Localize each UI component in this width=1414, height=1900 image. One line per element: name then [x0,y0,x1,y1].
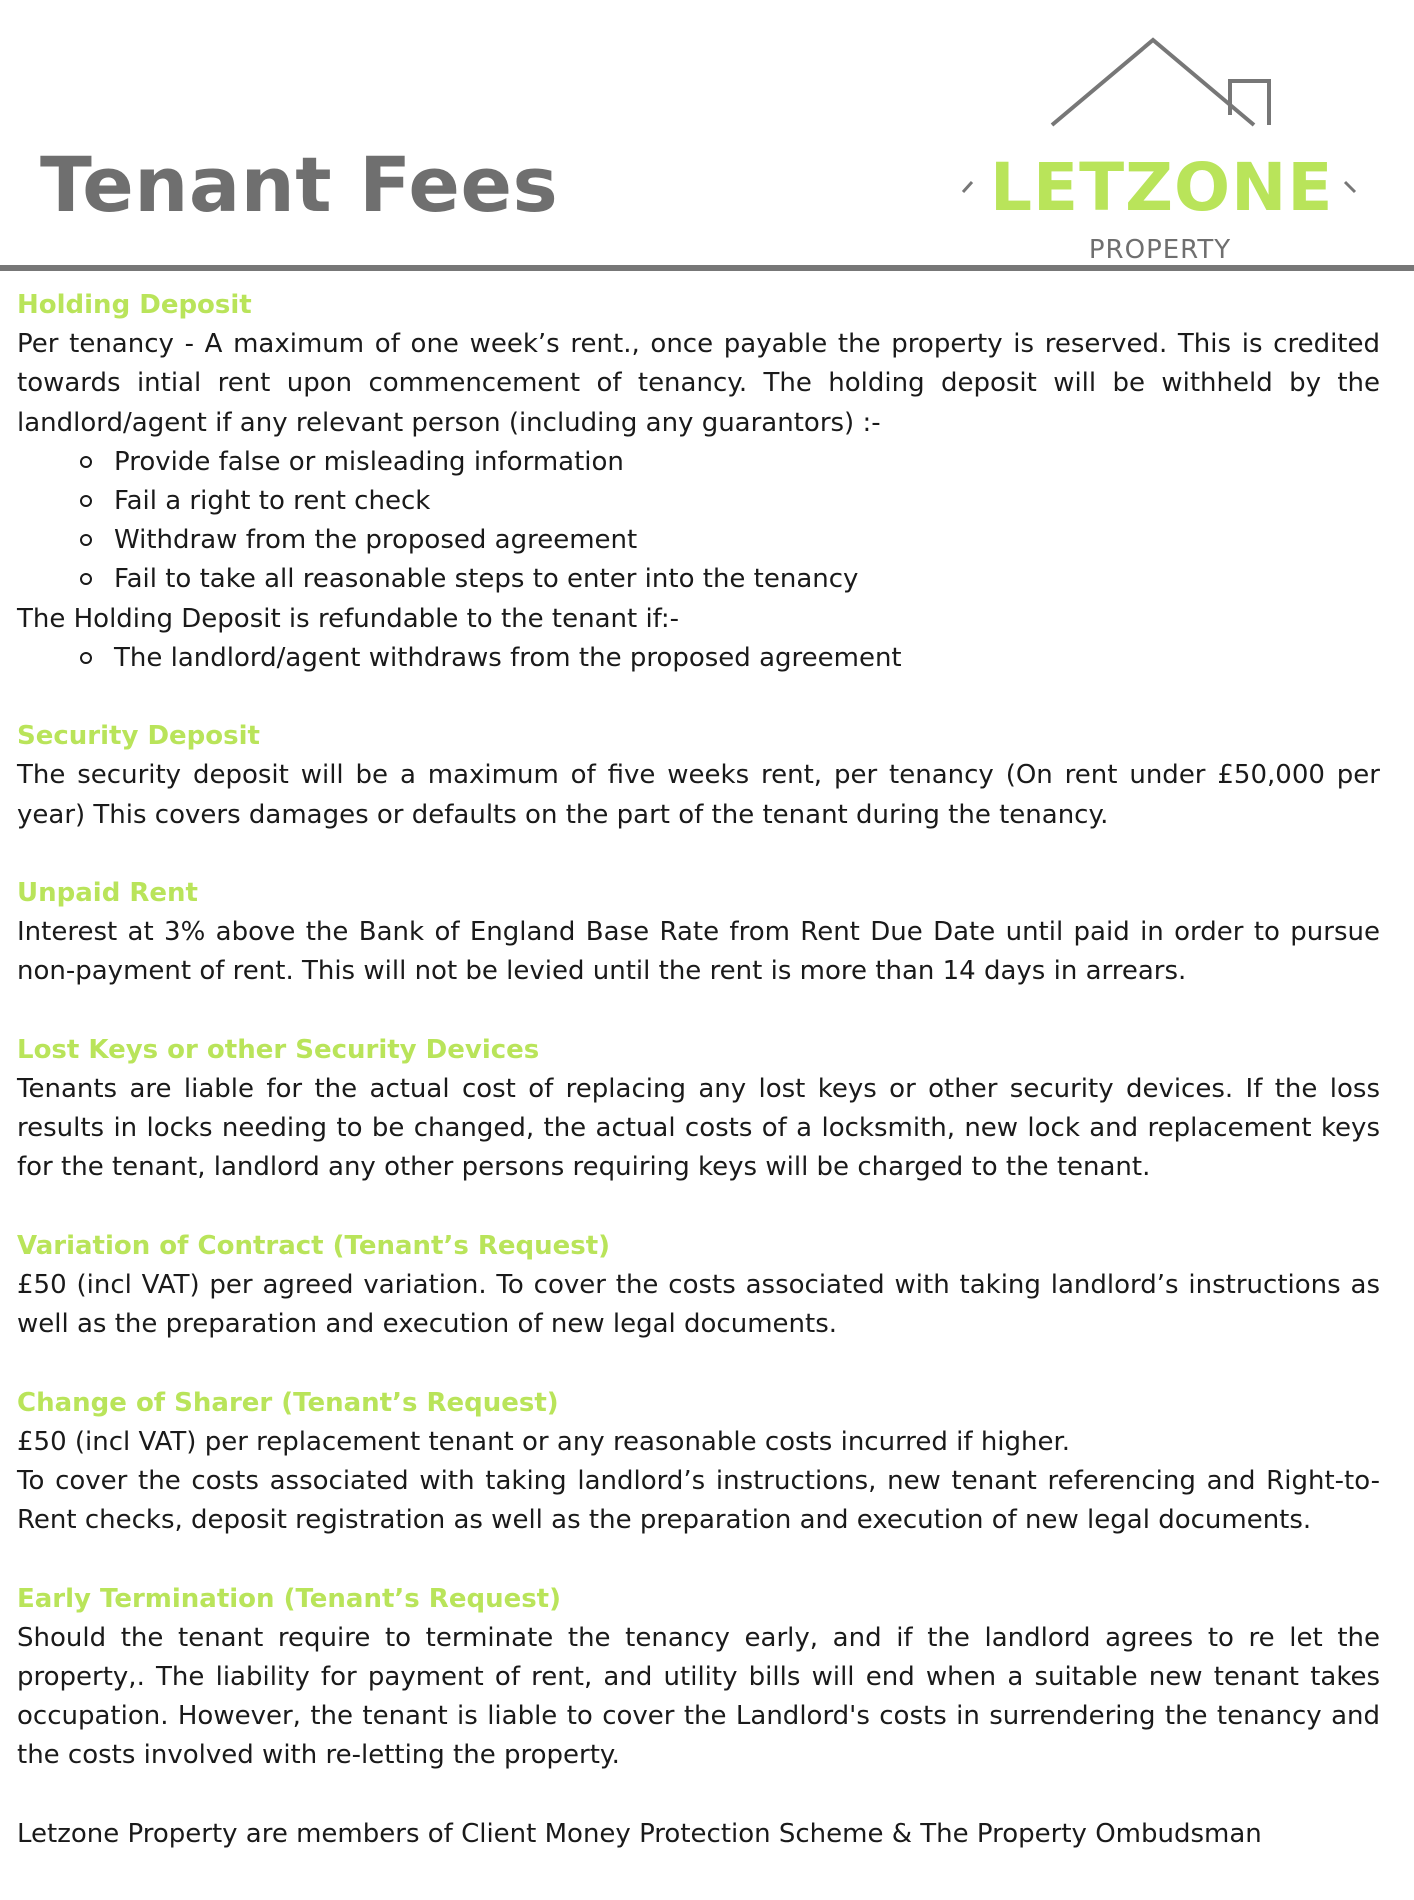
section-holding-deposit [17,286,1380,678]
section-paragraph: The security deposit will be a maximum of five weeks rent, per tenancy (On rent under £50,000 per year) This covers damages or defaults on the part of the tenant during the tenancy. [17,760,1380,830]
section-paragraph: Should the tenant require to terminate the tenancy early, and if the landlord agrees to re let the property,. The liability for payment of rent, and utility bills will end when a suitable new tenant takes occupation. However, the tenant is liable to cover the Landlord's costs in surrendering the tenancy and the costs involved with re-letting the property. [17,1622,1380,1771]
section-paragraph: Per tenancy - A maximum of one week’s rent., once payable the property is reserved. This is credited towards intial rent upon commencement of tenancy. The holding deposit will be withheld by the landlord/agent if any relevant person (including any guarantors) :- [17,329,1380,438]
section-heading: Lost Keys or other Security Devices [17,1034,540,1065]
section-paragraph: To cover the costs associated with taking landlord’s instructions, new tenant referencing and Right-to-Rent checks, deposit registration as well as the preparation and execution of new legal documents. [17,1466,1380,1536]
list-item [17,443,1380,482]
withheld-conditions-list [17,443,1380,600]
section-early-termination [17,1580,1380,1776]
letzone-logo [960,30,1360,265]
section-paragraph: £50 (incl VAT) per replacement tenant or any reasonable costs incurred if higher. [17,1426,1071,1457]
section-security-deposit [17,717,1380,835]
section-paragraph: Tenants are liable for the actual cost of replacing any lost keys or other security devices. If the loss results in locks needing to be changed, the actual costs of a locksmith, new lock and replacement keys for the tenant, landlord any other persons requiring keys will be charged to the tenant. [17,1074,1380,1183]
list-item [17,482,1380,521]
list-item-text: Fail to take all reasonable steps to enter into the tenancy [114,564,859,595]
circle-bullet-icon [80,652,92,664]
section-paragraph: Interest at 3% above the Bank of England Base Rate from Rent Due Date until paid in order to pursue non-payment of rent. This will not be levied until the rent is more than 14 days in arrears. [17,917,1380,987]
section-change-of-sharer [17,1384,1380,1541]
list-item-text: Fail a right to rent check [114,486,431,517]
section-heading: Change of Sharer (Tenant’s Request) [17,1387,559,1418]
list-item [17,521,1380,560]
list-item-text: Provide false or misleading information [114,446,624,477]
header-divider [0,265,1414,271]
fees-content [17,286,1380,1854]
section-variation-of-contract [17,1227,1380,1345]
logo-subtitle: PROPERTY [1088,235,1232,265]
refund-text: The Holding Deposit is refundable to the tenant if:- [17,603,680,634]
section-heading: Early Termination (Tenant’s Request) [17,1583,561,1614]
membership-footer: Letzone Property are members of Client Money Protection Scheme & The Property Ombudsman [17,1818,1262,1849]
section-unpaid-rent [17,874,1380,992]
section-paragraph: £50 (incl VAT) per agreed variation. To cover the costs associated with taking landlord’s instructions as well as the preparation and execution of new legal documents. [17,1270,1380,1340]
circle-bullet-icon [80,456,92,468]
circle-bullet-icon [80,534,92,546]
section-heading: Security Deposit [17,721,260,752]
circle-bullet-icon [80,573,92,585]
section-heading: Holding Deposit [17,290,252,320]
circle-bullet-icon [80,495,92,507]
logo-wordmark: LETZONE [990,149,1334,226]
section-lost-keys [17,1031,1380,1188]
list-item [17,560,1380,599]
list-item-text: Withdraw from the proposed agreement [114,525,638,556]
section-heading: Variation of Contract (Tenant’s Request) [17,1230,611,1261]
list-item [17,639,1380,678]
list-item-text: The landlord/agent withdraws from the proposed agreement [114,642,902,673]
page-title: Tenant Fees [40,139,559,229]
section-heading: Unpaid Rent [17,878,198,909]
refund-conditions-list [17,639,1380,678]
